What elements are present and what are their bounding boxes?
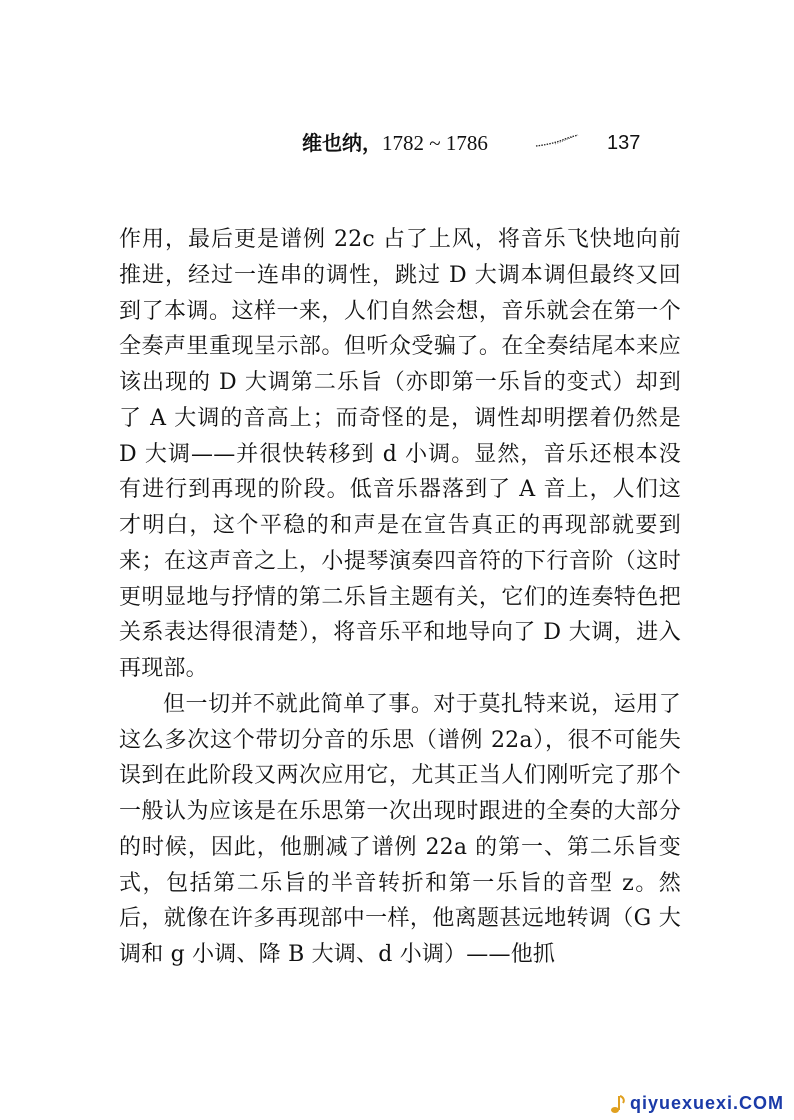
page-number: 137	[607, 132, 641, 154]
chapter-years: 1782 ~ 1786	[382, 131, 488, 155]
running-title	[302, 128, 488, 158]
body-text	[119, 222, 681, 973]
music-note-icon	[610, 1094, 626, 1114]
running-header	[0, 128, 794, 160]
watermark	[610, 1093, 784, 1114]
paragraph: 作用，最后更是谱例 22c 占了上风，将音乐飞快地向前推进，经过一连串的调性，跳过 D 大调本调但最终又回到了本调。这样一来，人们自然会想，音乐就会在第一个全奏声里重现呈示部。但听众受骗了。在全奏结尾本来应该出现的 D 大调第二乐旨（亦即第一乐旨的变式）却到了 A 大调的音高上；而奇怪的是，调性却明摆着仍然是 D 大调——并很快转移到 d 小调。显然，音乐还根本没有进行到再现的阶段。低音乐器落到了 A 音上，人们这才明白，这个平稳的和声是在宣告真正的再现部就要到来；在这声音之上，小提琴演奏四音符的下行音阶（这时更明显地与抒情的第二乐旨主题有关，它们的连奏特色把关系表达得很清楚），将音乐平和地导向了 D 大调，进入再现部。	[119, 227, 681, 681]
ornament-flourish-icon	[535, 134, 579, 148]
watermark-text: qiyuexuexi.COM	[629, 1093, 784, 1113]
paragraph: 但一切并不就此简单了事。对于莫扎特来说，运用了这么多次这个带切分音的乐思（谱例 22a），很不可能失误到在此阶段又两次应用它，尤其正当人们刚听完了那个一般认为应该是在乐思第一次出现时跟进的全奏的大部分的时候，因此，他删减了谱例 22a 的第一、第二乐旨变式，包括第二乐旨的半音转折和第一乐旨的音型 z。然后，就像在许多再现部中一样，他离题甚远地转调（G 大调和 g 小调、降 B 大调、d 小调）——他抓	[119, 691, 681, 967]
chapter-title: 维也纳，	[302, 131, 382, 155]
